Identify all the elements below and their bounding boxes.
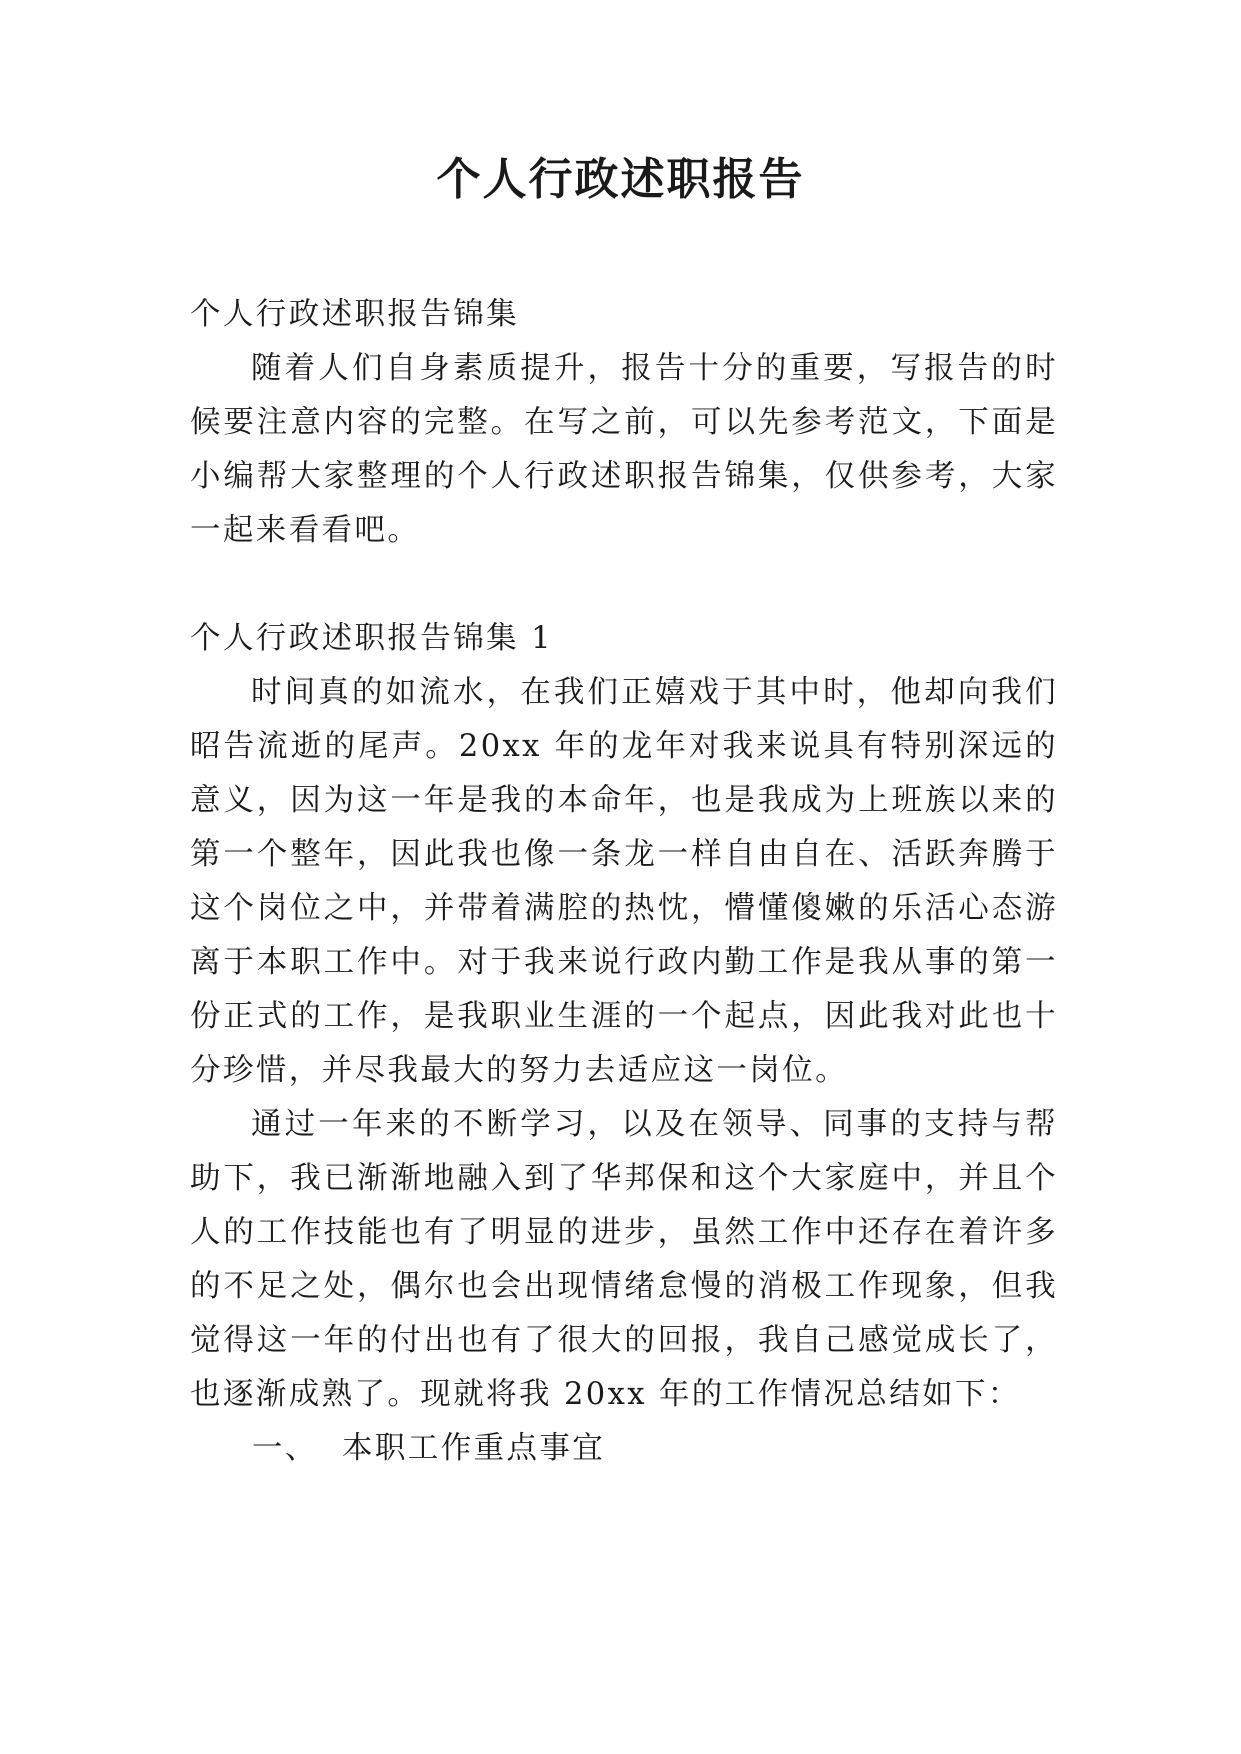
document-body (190, 288, 1058, 1476)
paragraph-gap (190, 558, 1058, 612)
intro-paragraph: 随着人们自身素质提升，报告十分的重要，写报告的时候要注意内容的完整。在写之前，可以先参考范文，下面是小编帮大家整理的个人行政述职报告锦集，仅供参考，大家一起来看看吧。 (190, 351, 1058, 548)
subtitle: 个人行政述职报告锦集 (190, 297, 519, 332)
list-item-1: 一、 本职工作重点事宜 (252, 1431, 606, 1466)
body-paragraph-2: 通过一年来的不断学习，以及在领导、同事的支持与帮助下，我已渐渐地融入到了华邦保和这个大家庭中，并且个人的工作技能也有了明显的进步，虽然工作中还存在着许多的不足之处，偶尔也会出现情绪怠慢的消极工作现象，但我觉得这一年的付出也有了很大的回报，我自己感觉成长了，也逐渐成熟了。现就将我 20xx 年的工作情况总结如下： (190, 1107, 1058, 1412)
section-heading: 个人行政述职报告锦集 1 (190, 621, 553, 656)
body-paragraph-1: 时间真的如流水，在我们正嬉戏于其中时，他却向我们昭告流逝的尾声。20xx 年的龙年对我来说具有特别深远的意义，因为这一年是我的本命年，也是我成为上班族以来的第一个整年，因此我也像一条龙一样自由自在、活跃奔腾于这个岗位之中，并带着满腔的热忱，懵懂傻嫩的乐活心态游离于本职工作中。对于我来说行政内勤工作是我从事的第一份正式的工作，是我职业生涯的一个起点，因此我对此也十分珍惜，并尽我最大的努力去适应这一岗位。 (190, 675, 1058, 1088)
document-title: 个人行政述职报告 (436, 154, 805, 205)
